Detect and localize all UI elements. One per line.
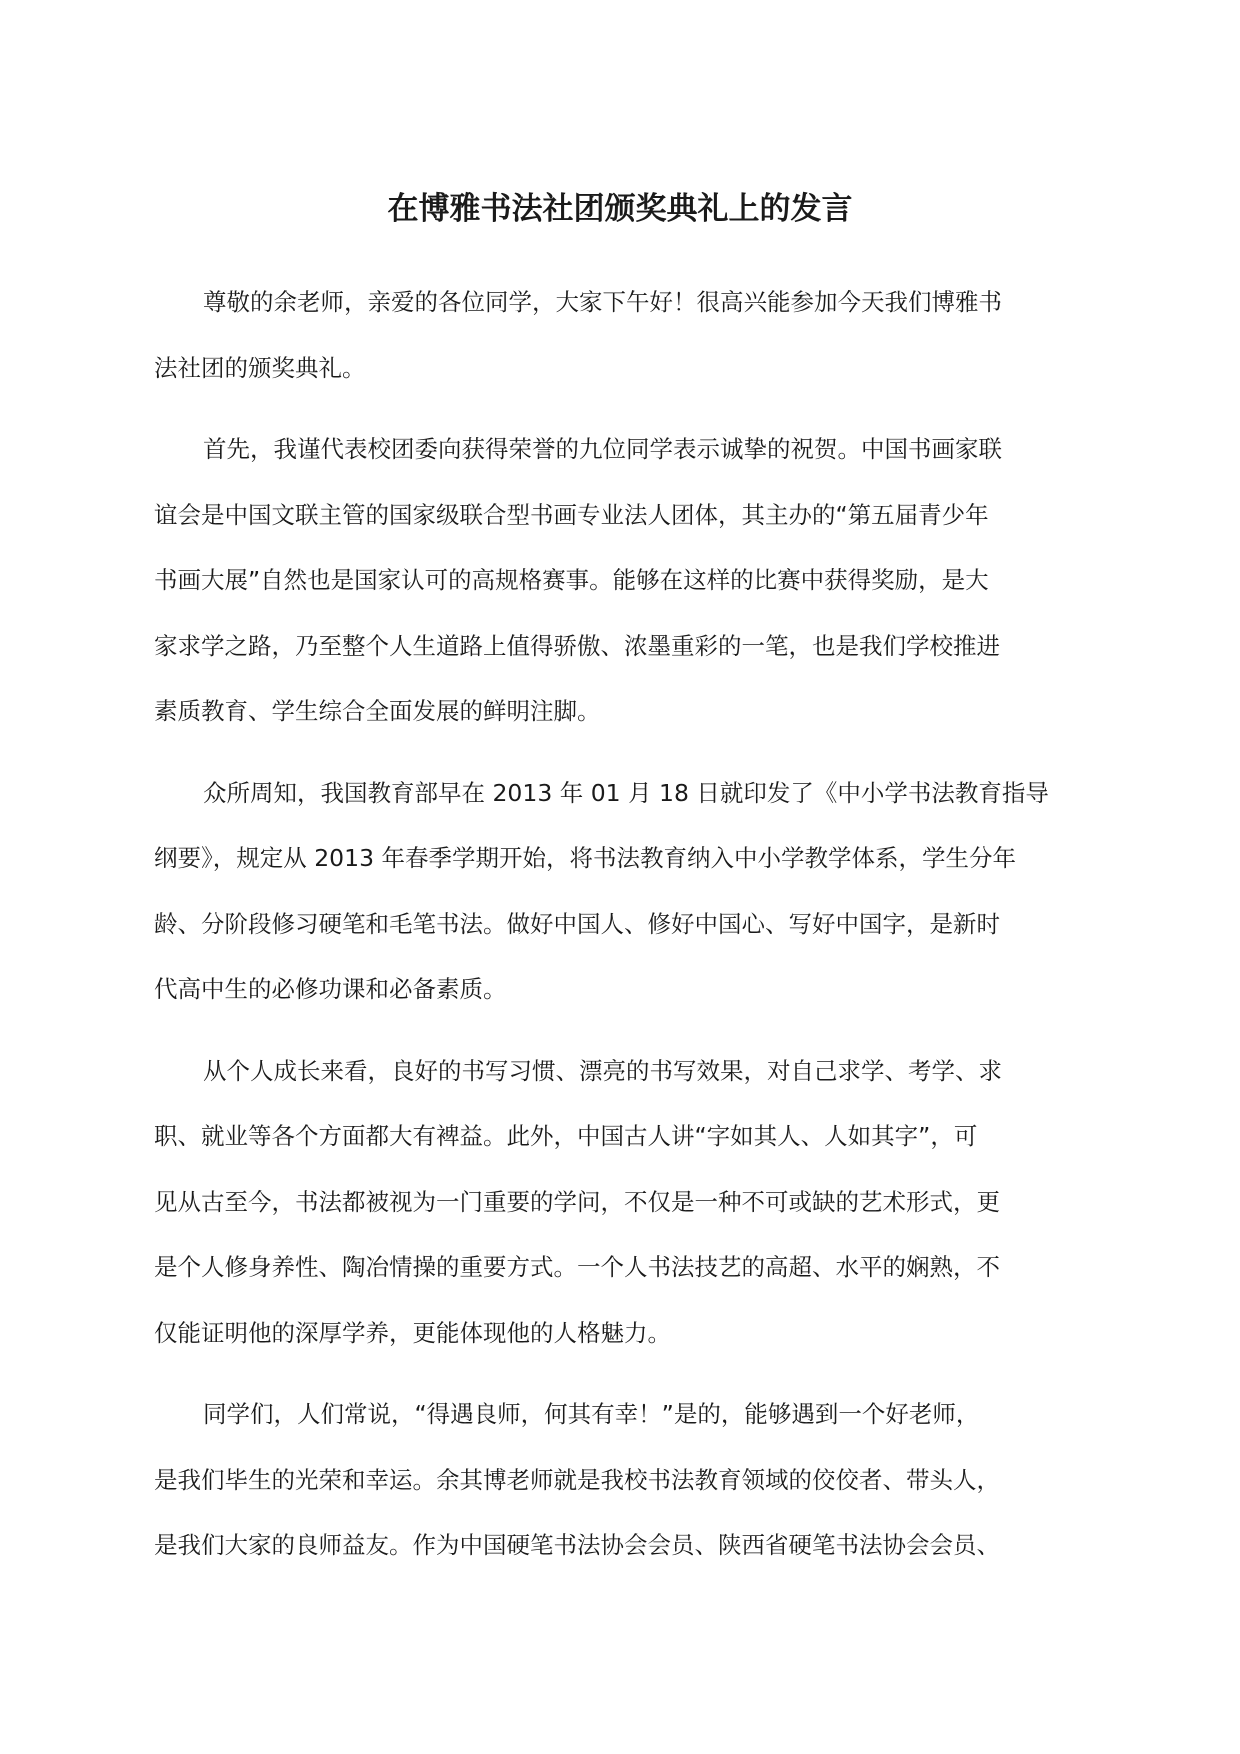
text-line: 是我们大家的良师益友。作为中国硬笔书法协会会员、陕西省硬笔书法协会会员、 <box>154 1531 1000 1559</box>
page-title: 在博雅书法社团颁奖典礼上的发言 <box>387 191 853 227</box>
text-line: 是我们毕生的光荣和幸运。余其博老师就是我校书法教育领域的佼佼者、带头人， <box>154 1465 1000 1494</box>
text-line: 尊敬的余老师，亲爱的各位同学，大家下午好！很高兴能参加今天我们博雅书 <box>203 288 1002 316</box>
paragraph-personal-growth <box>154 1039 1089 1367</box>
text-line: 首先，我谨代表校团委向获得荣誉的九位同学表示诚挚的祝贺。中国书画家联 <box>203 435 1002 463</box>
paragraph-congratulations <box>154 417 1089 745</box>
paragraph-greeting <box>154 270 1089 401</box>
text-line: 龄、分阶段修习硬笔和毛笔书法。做好中国人、修好中国心、写好中国字，是新时 <box>154 909 1000 938</box>
text-line: 纲要》，规定从 2013 年春季学期开始，将书法教育纳入中小学教学体系，学生分年 <box>154 844 1016 872</box>
paragraph-teacher <box>154 1382 1089 1579</box>
text-line: 见从古至今，书法都被视为一门重要的学问，不仅是一种不可或缺的艺术形式，更 <box>154 1187 1000 1216</box>
text-line: 仅能证明他的深厚学养，更能体现他的人格魅力。 <box>154 1318 671 1347</box>
text-line: 职、就业等各个方面都大有裨益。此外，中国古人讲“字如其人、人如其字”，可 <box>154 1122 978 1150</box>
text-line: 家求学之路，乃至整个人生道路上值得骄傲、浓墨重彩的一笔，也是我们学校推进 <box>154 631 1000 660</box>
text-line: 素质教育、学生综合全面发展的鲜明注脚。 <box>154 697 601 725</box>
text-line: 谊会是中国文联主管的国家级联合型书画专业法人团体，其主办的“第五届青少年 <box>154 500 989 529</box>
paragraph-education-policy <box>154 761 1089 1023</box>
text-line: 从个人成长来看，良好的书写习惯、漂亮的书写效果，对自己求学、考学、求 <box>203 1056 1002 1085</box>
text-line: 众所周知，我国教育部早在 2013 年 01 月 18 日就印发了《中小学书法教育指导 <box>203 778 1049 807</box>
text-line: 是个人修身养性、陶冶情操的重要方式。一个人书法技艺的高超、水平的娴熟，不 <box>154 1253 1000 1281</box>
text-line: 法社团的颁奖典礼。 <box>154 353 366 382</box>
text-line: 代高中生的必修功课和必备素质。 <box>154 975 507 1003</box>
document-body <box>154 270 1089 1595</box>
text-line: 同学们，人们常说，“得遇良师，何其有幸！”是的，能够遇到一个好老师， <box>203 1400 980 1428</box>
text-line: 书画大展”自然也是国家认可的高规格赛事。能够在这样的比赛中获得奖励，是大 <box>154 566 989 594</box>
